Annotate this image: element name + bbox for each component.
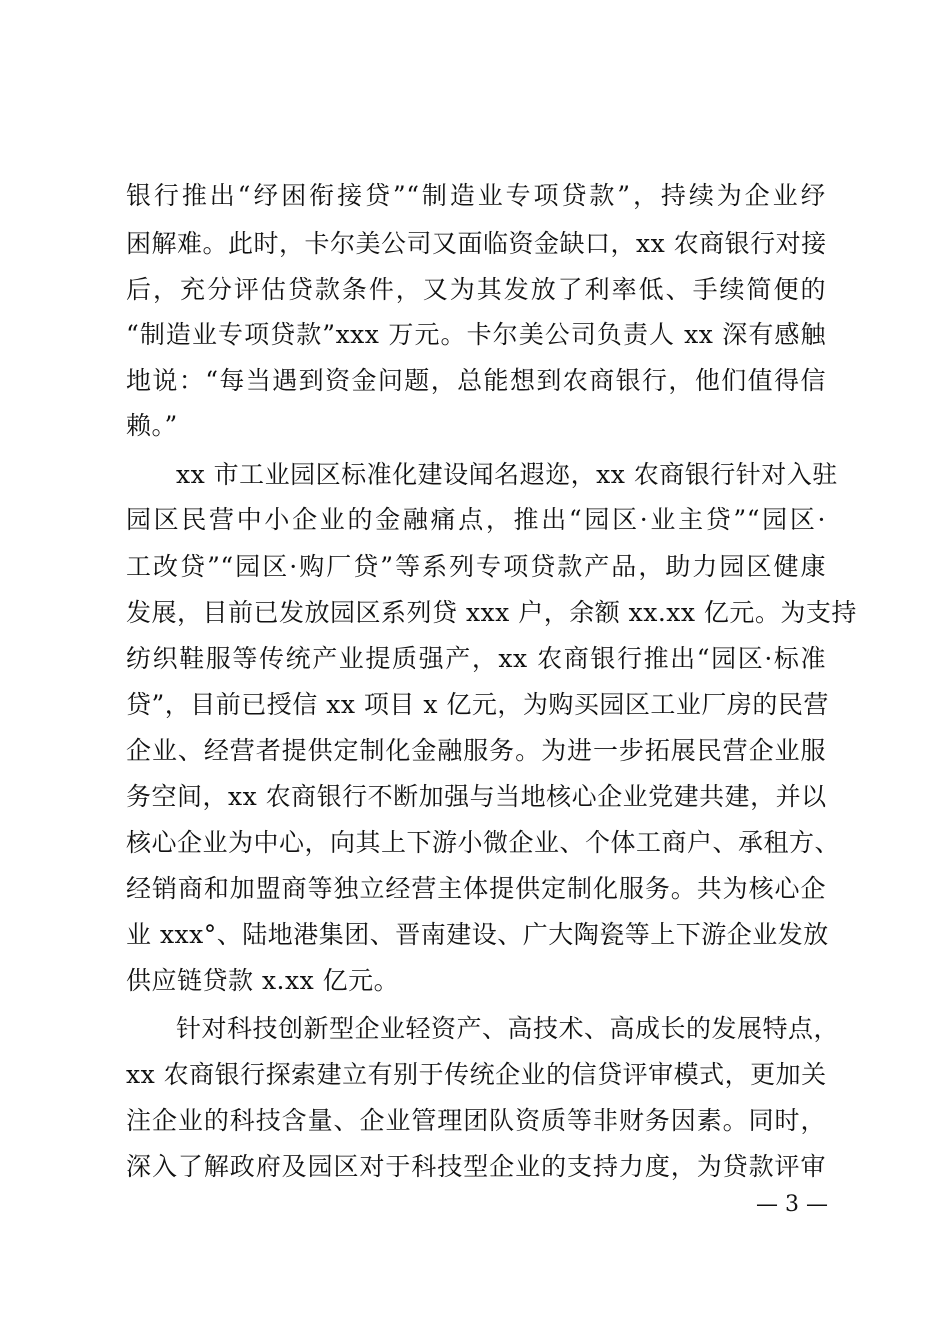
text-line: 后，充分评估贷款条件，又为其发放了利率低、手续简便的: [126, 275, 826, 304]
text-line: 园区民营中小企业的金融痛点，推出“园区·业主贷”“园区·: [126, 505, 826, 534]
text-line: 注企业的科技含量、企业管理团队资质等非财务因素。同时，: [126, 1106, 826, 1135]
text-line: 发展，目前已发放园区系列贷 xxx 户，余额 xx.xx 亿元。为支持: [126, 598, 857, 627]
text-line: 业 xxx°、陆地港集团、晋南建设、广大陶瓷等上下游企业发放: [126, 920, 829, 949]
text-line: “制造业专项贷款”xxx 万元。卡尔美公司负责人 xx 深有感触: [126, 320, 826, 349]
text-line: 经销商和加盟商等独立经营主体提供定制化服务。共为核心企: [126, 874, 826, 903]
text-line: 纺织鞋服等传统产业提质强产，xx 农商银行推出“园区·标准: [126, 644, 826, 673]
page-number: — 3 —: [756, 1192, 828, 1217]
text-line: 深入了解政府及园区对于科技型企业的支持力度，为贷款评审: [126, 1152, 826, 1181]
text-line: 地说：“每当遇到资金问题，总能想到农商银行，他们值得信: [126, 366, 826, 395]
text-line: 银行推出“纾困衔接贷”“制造业专项贷款”，持续为企业纾: [126, 181, 826, 210]
text-line: 务空间，xx 农商银行不断加强与当地核心企业党建共建，并以: [126, 782, 827, 811]
text-line: 核心企业为中心，向其上下游小微企业、个体工商户、承租方、: [126, 828, 841, 857]
text-line: 赖。”: [126, 411, 178, 440]
text-line: 困解难。此时，卡尔美公司又面临资金缺口，xx 农商银行对接: [126, 229, 827, 258]
text-line: 供应链贷款 x.xx 亿元。: [126, 966, 400, 995]
text-line: 工改贷”“园区·购厂贷”等系列专项贷款产品，助力园区健康: [126, 552, 826, 581]
paragraph-start-line: xx 市工业园区标准化建设闻名遐迩，xx 农商银行针对入驻: [176, 460, 838, 489]
text-line: 贷”，目前已授信 xx 项目 x 亿元，为购买园区工业厂房的民营: [126, 690, 829, 719]
text-line: xx 农商银行探索建立有别于传统企业的信贷评审模式，更加关: [126, 1060, 827, 1089]
text-line: 企业、经营者提供定制化金融服务。为进一步拓展民营企业服: [126, 736, 826, 765]
paragraph-start-line: 针对科技创新型企业轻资产、高技术、高成长的发展特点，: [176, 1014, 840, 1043]
